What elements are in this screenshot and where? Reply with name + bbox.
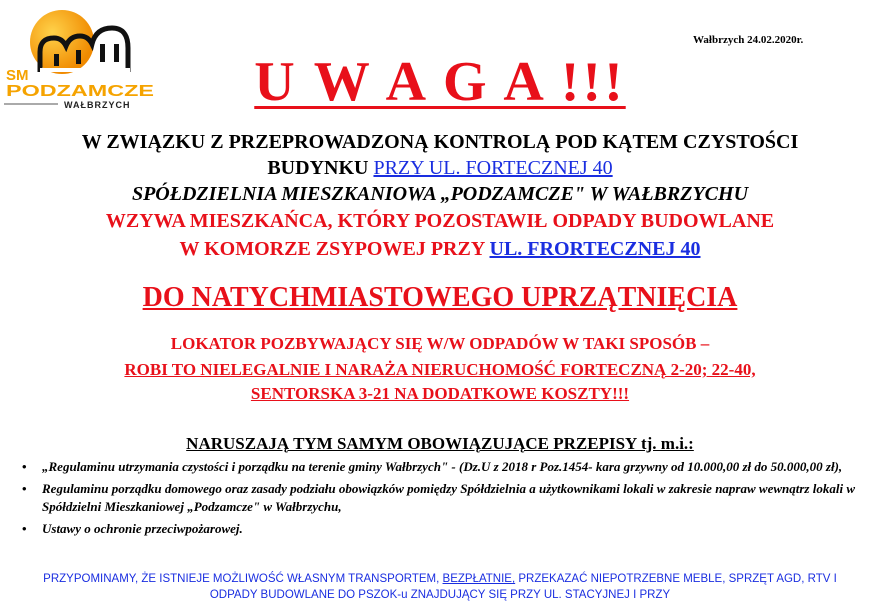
reminder-part1: PRZYPOMINAMY, ŻE ISTNIEJE MOŻLIWOŚĆ WŁASNYM TRANSPORTEM,: [43, 573, 443, 585]
document-date: Wałbrzych 24.02.2020r.: [693, 34, 804, 46]
control-notice-line1: W ZWIĄZKU Z PRZEPROWADZONĄ KONTROLĄ POD KĄTEM CZYSTOŚCI: [81, 131, 799, 153]
summons-line1: WZYWA MIESZKAŃCA, KTÓRY POZOSTAWIŁ ODPADY BUDOWLANE: [105, 210, 775, 232]
logo-name: PODZAMCZE: [6, 83, 155, 100]
warning-line3: SENTORSKA 3-21 NA DODATKOWE KOSZTY!!!: [250, 384, 630, 403]
warning-title: U W A G A !!!: [254, 51, 626, 113]
list-item: • „Regulaminu utrzymania czystości i porządku na terenie gminy Wałbrzych" - (Dz.U z 2018 r Poz.1454- kara grzywny od 10.000,00 zł do 50.000,00 zł),: [20, 458, 870, 476]
chute-address-link[interactable]: UL. FRORTECZNEJ 40: [489, 238, 701, 260]
pszok-reminder: [20, 571, 860, 603]
cleanup-headline: DO NATYCHMIASTOWEGO UPRZĄTNIĘCIA: [142, 282, 738, 313]
control-notice-prefix: BUDYNKU: [267, 157, 374, 179]
logo-city: WAŁBRZYCH: [64, 100, 131, 110]
regulations-list: [20, 458, 870, 542]
list-item: • Regulaminu porządku domowego oraz zasady podziału obowiązków pomiędzy Spółdzielnia a użytkownikami lokali w zakresie napraw wewnątrz lokali w Spółdzielni Mieszkaniowej „Podzamcze" w Wałbrzychu,: [20, 480, 870, 516]
control-notice-line2: [0, 157, 880, 180]
cooperative-name: SPÓŁDZIELNIA MIESZKANIOWA „PODZAMCZE" W WAŁBRZYCHU: [131, 183, 749, 205]
address-link[interactable]: PRZY UL. FORTECZNEJ 40: [373, 157, 613, 179]
free-of-charge: BEZPŁATNIE,: [442, 573, 516, 585]
warning-line1: LOKATOR POZBYWAJĄCY SIĘ W/W ODPADÓW W TAKI SPOSÓB –: [170, 334, 710, 353]
regulations-heading: NARUSZAJĄ TYM SAMYM OBOWIĄZUJĄCE PRZEPISY tj. m.i.:: [186, 434, 694, 453]
warning-line2: ROBI TO NIELEGALNIE I NARAŻA NIERUCHOMOŚĆ FORTECZNĄ 2-20; 22-40,: [124, 360, 756, 379]
list-item: • Ustawy o ochronie przeciwpożarowej.: [20, 520, 870, 538]
logo-abbr: SM: [6, 67, 29, 84]
reminder-part2: PRZEKAZAĆ NIEPOTRZEBNE MEBLE, SPRZĘT AGD, RTV I ODPADY BUDOWLANE DO PSZOK-u ZNAJDUJĄCY SIĘ PRZY UL. STACYJNEJ I PRZY: [209, 573, 837, 601]
summons-line2: [0, 238, 880, 261]
summons-prefix: W KOMORZE ZSYPOWEJ PRZY: [179, 238, 490, 260]
